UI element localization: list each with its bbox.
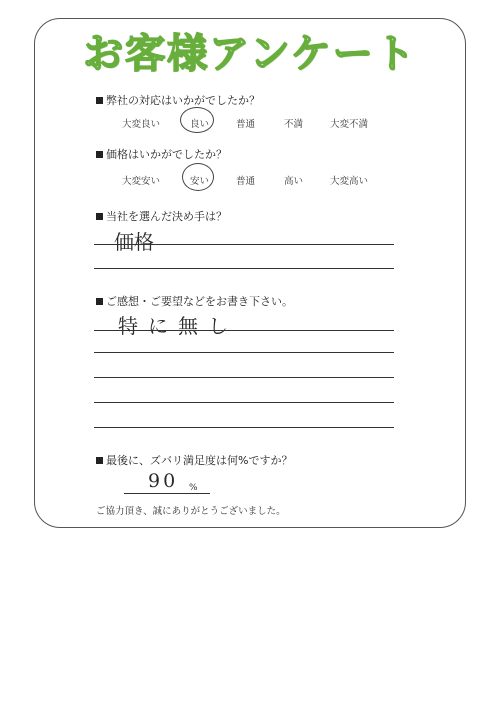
q2-option-1[interactable]: 大変安い (122, 176, 161, 187)
q5-handwritten-answer[interactable]: 90 (148, 470, 179, 492)
q3-handwritten-answer[interactable]: 価格 (114, 230, 154, 254)
answer-line (94, 402, 394, 403)
percent-answer-line (124, 493, 210, 494)
question-5: 最後に、ズバリ満足度は何%ですか？ (96, 452, 292, 468)
bullet-square-icon (96, 213, 103, 220)
q1-option-2[interactable]: 良い (190, 119, 210, 130)
survey-title: お客様アンケート (83, 31, 417, 77)
q2-selected-circle (182, 163, 214, 191)
answer-line (94, 352, 394, 353)
answer-line (94, 330, 394, 331)
q1-option-4[interactable]: 不満 (284, 119, 304, 130)
q1-option-5[interactable]: 大変不満 (330, 119, 369, 130)
answer-line (94, 427, 394, 428)
q1-option-3[interactable]: 普通 (236, 119, 256, 130)
question-2: 価格はいかがでしたか？ (96, 146, 227, 162)
question-3: 当社を選んだ決め手は？ (96, 208, 227, 224)
q2-option-4[interactable]: 高い (284, 176, 304, 187)
bullet-square-icon (96, 298, 103, 305)
q1-option-1[interactable]: 大変良い (122, 119, 161, 130)
q2-option-5[interactable]: 大変高い (330, 176, 369, 187)
closing-message: ご協力頂き、誠にありがとうございました。 (96, 506, 286, 517)
answer-line (94, 268, 394, 269)
bullet-square-icon (96, 151, 103, 158)
q2-option-2[interactable]: 安い (190, 176, 210, 187)
q4-handwritten-answer[interactable]: 特に無し (118, 314, 238, 338)
bullet-square-icon (96, 97, 103, 104)
question-1: 弊社の対応はいかがでしたか？ (96, 92, 260, 108)
percent-sign: % (189, 483, 198, 493)
question-4: ご感想・ご要望などをお書き下さい。 (96, 293, 293, 309)
q1-selected-circle (180, 107, 214, 133)
answer-line (94, 377, 394, 378)
bullet-square-icon (96, 457, 103, 464)
q2-option-3[interactable]: 普通 (236, 176, 256, 187)
answer-line (94, 244, 394, 245)
